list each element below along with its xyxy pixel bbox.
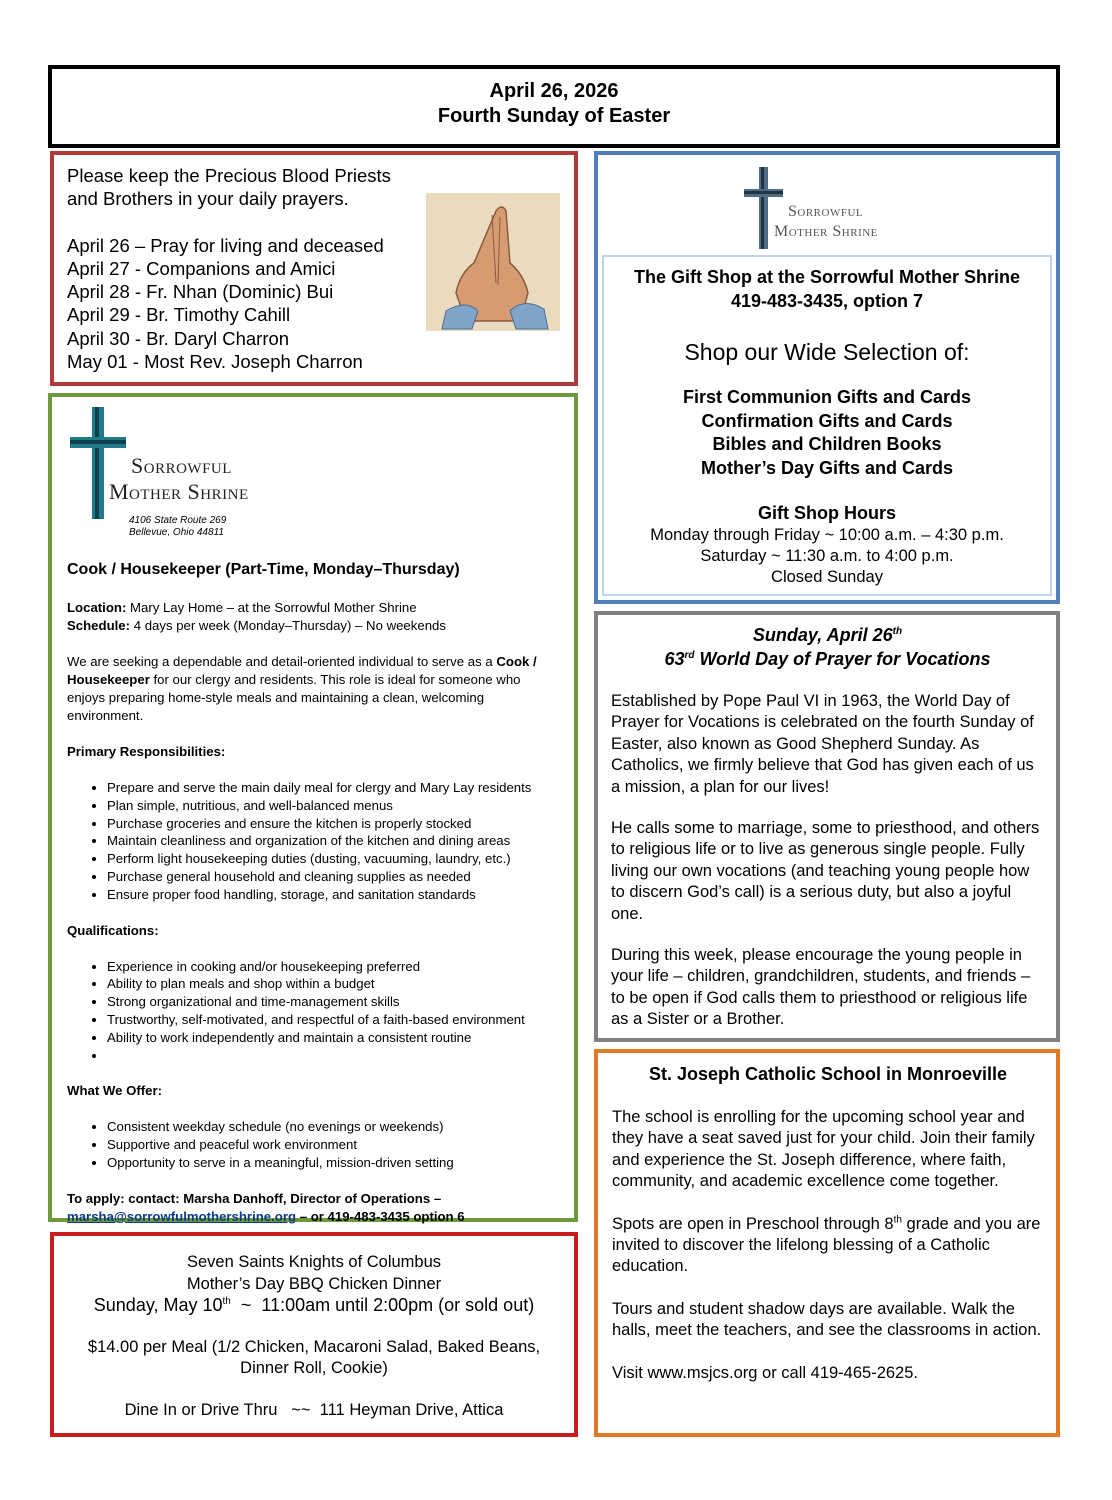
shrine-logo: Sorrowful Mother Shrine [744,167,914,251]
list-item: Mother’s Day Gifts and Cards [700,457,954,478]
email-link[interactable]: marsha@sorrowfulmothershrine.org [67,1208,297,1224]
logo-text: Sorrowful [131,453,232,478]
school-title: St. Joseph Catholic School in Monroeville [648,1064,1008,1084]
list-item: • Ability to work independently and maintain a consistent routine [107,1029,562,1047]
vocations-paragraph: During this week, please encourage the young people in your life – children, grandchildren, students, and friends – to be open if God calls them to priesthood or religious life as a Sister or a Brother. [611,946,1031,1029]
job-location-schedule: Location: Mary Lay Home – at the Sorrowful Mother Shrine Schedule: 4 days per week (Monday–Thursday) – No weekends [67,600,446,633]
kofc-event: Mother’s Day BBQ Chicken Dinner [186,1274,442,1293]
list-item: • Consistent weekday schedule (no evenings or weekends) [107,1118,562,1136]
list-item: • Ensure proper food handling, storage, and sanitation standards [107,886,562,904]
list-item: • Ability to plan meals and shop within a budget [107,975,562,993]
section-heading: What We Offer: [67,1083,162,1099]
prayer-item: April 27 - Companions and Amici [67,257,336,279]
vocations-date: Sunday, April 26th [752,625,903,645]
job-title: Cook / Housekeeper (Part-Time, Monday–Thursday) [67,561,460,578]
list-item-empty [107,1047,562,1065]
list-item: • Perform light housekeeping duties (dusting, vacuuming, laundry, etc.) [107,850,562,868]
shrine-address: 4106 State Route 269 Bellevue, Ohio 44811 [129,515,227,538]
gift-shop-title: The Gift Shop at the Sorrowful Mother Shrine 419-483-3435, option 7 [634,267,1020,311]
bulletin-date: April 26, 2026 [489,80,619,102]
school-box [594,1049,1060,1437]
list-item: • Purchase groceries and ensure the kitchen is properly stocked [107,815,562,833]
school-contact: Visit www.msjcs.org or call 419-465-2625. [612,1363,918,1382]
logo-text: Mother Shrine [109,479,249,504]
prayer-item: April 26 – Pray for living and deceased [67,234,384,256]
job-intro: We are seeking a dependable and detail-oriented individual to serve as a Cook / Housekeeper for our clergy and residents. This role is ideal for someone who enjoys preparing home-style meals and maintaining a clean, welcoming environment. [67,654,537,723]
list-item: • Plan simple, nutritious, and well-balanced menus [107,797,562,815]
list-item: • Trustworthy, self-motivated, and respectful of a faith-based environment [107,1011,562,1029]
list-item: • Supportive and peaceful work environment [107,1136,562,1154]
prayer-intro: and Brothers in your daily prayers. [67,188,349,210]
kofc-price: $14.00 per Meal (1/2 Chicken, Macaroni Salad, Baked Beans, Dinner Roll, Cookie) [87,1337,541,1378]
gift-shop-panel [602,255,1052,596]
vocations-box [594,611,1060,1042]
gift-shop-items [604,386,1050,480]
gift-shop-hours: Monday through Friday ~ 10:00 a.m. – 4:30 p.m. Saturday ~ 11:30 a.m. to 4:00 p.m. Closed Sunday [650,526,1004,586]
list-item: • Prepare and serve the main daily meal for clergy and Mary Lay residents [107,779,562,797]
kofc-dinner-box [50,1232,578,1437]
list-item: Confirmation Gifts and Cards [701,410,953,431]
shrine-logo [67,405,562,539]
vocations-paragraph: He calls some to marriage, some to priesthood, and others to religious life or to live as generous single people. Fully living our own vocations (and teaching young people how to discern God’s call) is a serious duty, but also a joyful one. [611,819,1040,923]
prayer-item: April 30 - Br. Daryl Charron [67,327,290,349]
list-item: • Experience in cooking and/or housekeeping preferred [107,958,562,976]
gift-shop-hours-title: Gift Shop Hours [758,503,896,523]
responsibilities-list [67,779,562,904]
kofc-datetime: Sunday, May 10th ~ 11:00am until 2:00pm (or sold out) [93,1295,535,1316]
bulletin-header [48,65,1060,148]
school-paragraph: Spots are open in Preschool through 8th grade and you are invited to discover the lifelong blessing of a Catholic education. [612,1214,1041,1276]
list-item: • Purchase general household and cleaning supplies as needed [107,868,562,886]
list-item: First Communion Gifts and Cards [682,387,972,407]
offer-list [67,1118,562,1171]
job-posting-box [48,393,578,1222]
bulletin-occasion: Fourth Sunday of Easter [437,105,671,127]
vocations-paragraph: Established by Pope Paul VI in 1963, the World Day of Prayer for Vocations is celebrated on the fourth Sunday of Easter, also known as Good Shepherd Sunday. As Catholics, we firmly believe that God has given each of us a mission, a plan for our lives! [611,692,1034,796]
prayer-intro: Please keep the Precious Blood Priests [67,165,391,186]
list-item: • Maintain cleanliness and organization of the kitchen and dining areas [107,832,562,850]
school-paragraph: The school is enrolling for the upcoming school year and they have a seat saved just for your child. Join their family and experience the St. Joseph difference, where faith, community, and academic excellence come together. [612,1108,1035,1191]
praying-hands-image [426,193,560,331]
section-heading: Qualifications: [67,922,159,938]
school-paragraph: Tours and student shadow days are available. Walk the halls, meet the teachers, and see the classrooms in action. [612,1299,1042,1340]
section-heading: Primary Responsibilities: [67,744,226,759]
prayer-item: May 01 - Most Rev. Joseph Charron [67,351,363,373]
gift-shop-box [594,151,1060,604]
vocations-title: 63rd World Day of Prayer for Vocations [664,649,991,669]
list-item: • Opportunity to serve in a meaningful, mission-driven setting [107,1154,562,1172]
kofc-org: Seven Saints Knights of Columbus [186,1253,442,1271]
list-item: Bibles and Children Books [712,434,942,454]
prayer-item: April 29 - Br. Timothy Cahill [67,304,291,326]
gift-shop-headline: Shop our Wide Selection of: [684,339,970,365]
list-item: • Strong organizational and time-management skills [107,993,562,1011]
apply-info: To apply: contact: Marsha Danhoff, Director of Operations – marsha@sorrowfulmothershrine.org – or 419-483-3435 option 6 [67,1190,465,1224]
prayer-list-box [50,151,578,386]
kofc-location: Dine In or Drive Thru ~~ 111 Heyman Drive, Attica [124,1400,504,1419]
prayer-item: April 28 - Fr. Nhan (Dominic) Bui [67,281,334,303]
qualifications-list [67,958,562,1065]
